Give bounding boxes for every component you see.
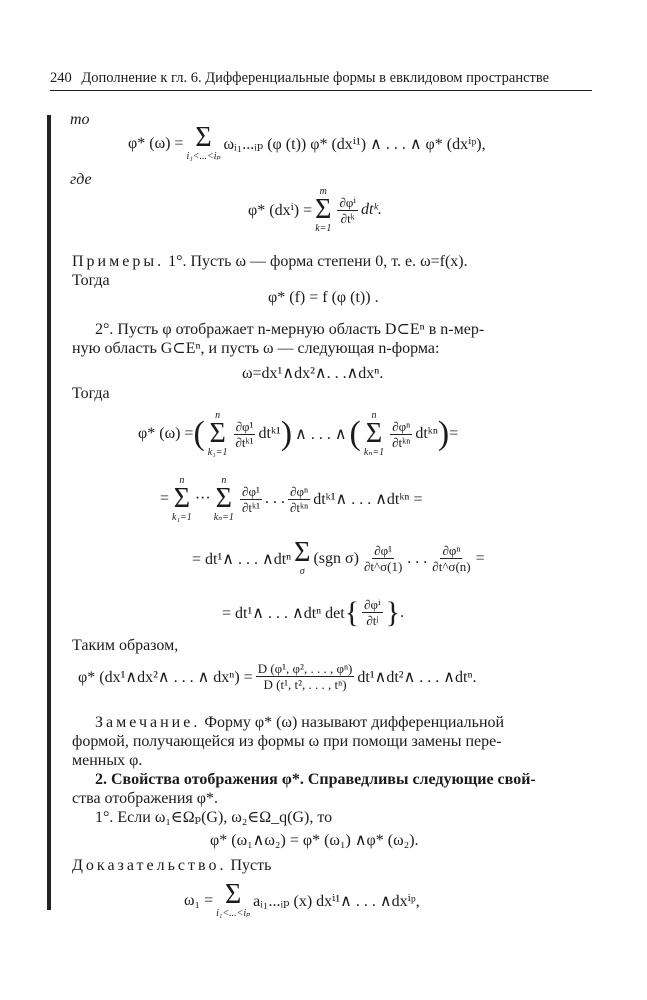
word-togda-2: Тогда <box>72 385 110 402</box>
proof-text: Пусть <box>230 857 272 874</box>
eq7-num1: ∂φ¹ <box>374 543 393 558</box>
equation-10: φ* (ω₁∧ω₂) = φ* (ω₁) ∧φ* (ω₂). <box>210 832 419 849</box>
eq7-end: = <box>475 549 485 567</box>
eq5-lhs: φ* (ω) = <box>138 425 194 442</box>
eq2-den: ∂tᵏ <box>340 210 355 226</box>
eq5-dt1: dtᵏ¹ <box>258 425 281 442</box>
equation-3: φ* (f) = f (φ (t)) . <box>268 289 379 306</box>
eq2-lhs: φ* (dxⁱ) = <box>248 202 313 219</box>
eq6-sum1-top: n <box>179 475 185 486</box>
eq7-den2: ∂t^σ(n) <box>432 559 471 574</box>
fraction <box>430 543 472 574</box>
eq6-sum2-top: n <box>221 475 227 486</box>
page-number: 240 <box>50 70 72 86</box>
takim-obrazom: Таким образом, <box>72 637 179 654</box>
eq8-num: ∂φⁱ <box>364 597 381 612</box>
eq9-den: D (t¹, t², . . . , tⁿ) <box>263 677 347 692</box>
eq9-num: D (φ¹, φ², . . . , φⁿ) <box>257 661 353 676</box>
eq7-den1: ∂t^σ(1) <box>363 559 403 574</box>
fraction <box>288 484 310 515</box>
eq7-sum-bottom: σ <box>299 566 305 577</box>
equation-1 <box>128 122 486 162</box>
examples-text: 1°. Пусть ω — форма степени 0, т. е. ω=f(x). <box>168 253 468 270</box>
section-2-line-2: ства отображения φ*. <box>72 790 219 807</box>
fraction <box>390 419 412 450</box>
eq6-sum1-bottom: k₁=1 <box>172 512 192 523</box>
eq2-sum-bottom: k=1 <box>315 223 332 234</box>
margin-bar-top <box>47 115 51 455</box>
eq6-sum2-bottom: kₙ=1 <box>213 512 234 523</box>
page-header <box>50 70 592 91</box>
proof-line <box>72 856 271 875</box>
equation-5: φ* (ω) = ( n Σ k₁=1 $\frac{\text{∂φ¹}}{\text{∂tᵏ¹}}$ dtᵏ¹ ) ∧ . . . ∧ ( n Σ kₙ=1 $\frac{\text{∂φⁿ}}{\text{∂tᵏⁿ}}$ dtᵏⁿ ) = <box>138 410 459 458</box>
running-title: Дополнение к гл. 6. Дифференциальные формы в евклидовом пространстве <box>81 70 550 86</box>
word-to: то <box>70 111 90 128</box>
eq11-lhs: ω₁ = <box>184 891 214 909</box>
fraction <box>362 597 383 628</box>
eq6-num2: ∂φⁿ <box>290 483 309 499</box>
eq6-dots: ··· <box>194 490 211 507</box>
eq5-num1: ∂φ¹ <box>235 418 254 434</box>
sum-symbol: Σ σ <box>294 537 311 577</box>
remark-line-1 <box>95 713 504 732</box>
eq8-den: ∂tʲ <box>366 613 379 628</box>
eq5-sum1-bottom: k₁=1 <box>207 447 228 458</box>
eq5-sum1-top: n <box>215 410 221 421</box>
remark-line-2: формой, получающейся из формы ω при помощи замены пере- <box>72 733 502 750</box>
equation-11 <box>184 879 420 919</box>
remark-text-1: Форму φ* (ω) называют дифференциальной <box>204 714 505 731</box>
eq5-den2: ∂tᵏⁿ <box>392 434 411 450</box>
remark-line-3: менных φ. <box>72 752 143 769</box>
eq7-sgn: (sgn σ) <box>313 549 359 567</box>
eq11-sum-limit: i₁<...<iₚ <box>216 908 251 919</box>
paragraph-2-line-1: 2°. Пусть φ отображает n-мерную область D⊂Eⁿ в n-мер- <box>95 321 485 338</box>
eq8-lead: = dt¹∧ . . . ∧dtⁿ det <box>222 604 345 622</box>
equation-7 <box>192 537 485 577</box>
sum-symbol: m Σ k=1 <box>315 186 332 234</box>
eq5-dt2: dtᵏⁿ <box>415 425 438 442</box>
eq1-sum-limit: i₁<...<iₚ <box>186 151 221 162</box>
sum-symbol: n Σ kₙ=1 <box>213 475 234 523</box>
eq6-tail: dtᵏ¹∧ . . . ∧dtᵏⁿ = <box>313 491 423 508</box>
property-1: 1°. Если ω₁∈Ωₚ(G), ω₂∈Ω_q(G), то <box>95 809 333 826</box>
equation-6 <box>160 475 422 523</box>
eq9-lhs: φ* (dx¹∧dx²∧ . . . ∧ dxⁿ) = <box>78 668 253 686</box>
examples-paragraph <box>72 252 468 271</box>
eq2-num: ∂φⁱ <box>339 194 356 210</box>
eq5-sum2-bottom: kₙ=1 <box>363 447 385 458</box>
eq7-dots: . . . <box>407 549 428 567</box>
equation-8: = dt¹∧ . . . ∧dtⁿ det { $\frac{\text{∂φⁱ}}{\text{∂tʲ}}$ } . <box>222 595 405 629</box>
eq5-mid: ∧ . . . ∧ <box>295 426 347 443</box>
eq6-den1: ∂tᵏ¹ <box>241 499 260 515</box>
eq9-rhs: dt¹∧dt²∧ . . . ∧dtⁿ. <box>357 668 477 686</box>
sum-symbol: n Σ k₁=1 <box>207 410 228 458</box>
eq11-rhs: aᵢ₁...ᵢₚ (x) dxⁱ¹∧ . . . ∧dxⁱᵖ, <box>253 892 420 910</box>
eq7-num2: ∂φⁿ <box>442 543 461 558</box>
equation-2 <box>248 186 382 234</box>
proof-label: Доказательство. <box>72 857 227 874</box>
examples-label: Примеры. <box>72 253 165 270</box>
eq5-end: = <box>449 425 459 442</box>
sum-symbol: n Σ k₁=1 <box>172 475 192 523</box>
fraction <box>362 543 404 574</box>
sum-symbol: Σ i₁<...<iₚ <box>186 122 221 162</box>
eq8-end: . <box>400 603 405 621</box>
remark-label: Замечание. <box>95 714 201 731</box>
eq2-rhs: dtᵏ. <box>360 201 382 218</box>
section-2-line-1: 2. Свойства отображения φ*. Справедливы следующие свой- <box>95 771 536 788</box>
eq6-num1: ∂φ¹ <box>242 483 260 499</box>
fraction <box>256 661 355 692</box>
fraction <box>240 484 262 515</box>
eq5-den1: ∂tᵏ¹ <box>235 434 254 450</box>
eq6-den2: ∂tᵏⁿ <box>289 499 309 515</box>
eq1-lhs: φ* (ω) = <box>128 134 184 152</box>
eq2-sum-top: m <box>319 186 327 197</box>
equation-9 <box>78 661 477 692</box>
sum-symbol: n Σ kₙ=1 <box>363 410 385 458</box>
word-togda-1: Тогда <box>72 272 110 289</box>
eq5-sum2-top: n <box>371 410 377 421</box>
fraction <box>233 419 255 450</box>
word-gde: где <box>70 171 92 188</box>
sum-symbol: Σ i₁<...<iₚ <box>216 879 251 919</box>
eq6-dots2: . . . <box>264 490 285 507</box>
eq1-rhs: ωᵢ₁...ᵢₚ (φ (t)) φ* (dxⁱ¹) ∧ . . . ∧ φ* (dxⁱᵖ), <box>223 135 486 153</box>
fraction <box>337 195 358 226</box>
equation-4: ω=dx¹∧dx²∧. . .∧dxⁿ. <box>242 365 384 382</box>
eq7-lead: = dt¹∧ . . . ∧dtⁿ <box>192 550 292 568</box>
paragraph-2-line-2: ную область G⊂Eⁿ, и пусть ω — следующая n-форма: <box>72 340 440 357</box>
eq5-num2: ∂φⁿ <box>392 418 411 434</box>
margin-bar-bottom <box>47 455 51 910</box>
eq6-lead: = <box>160 490 170 507</box>
